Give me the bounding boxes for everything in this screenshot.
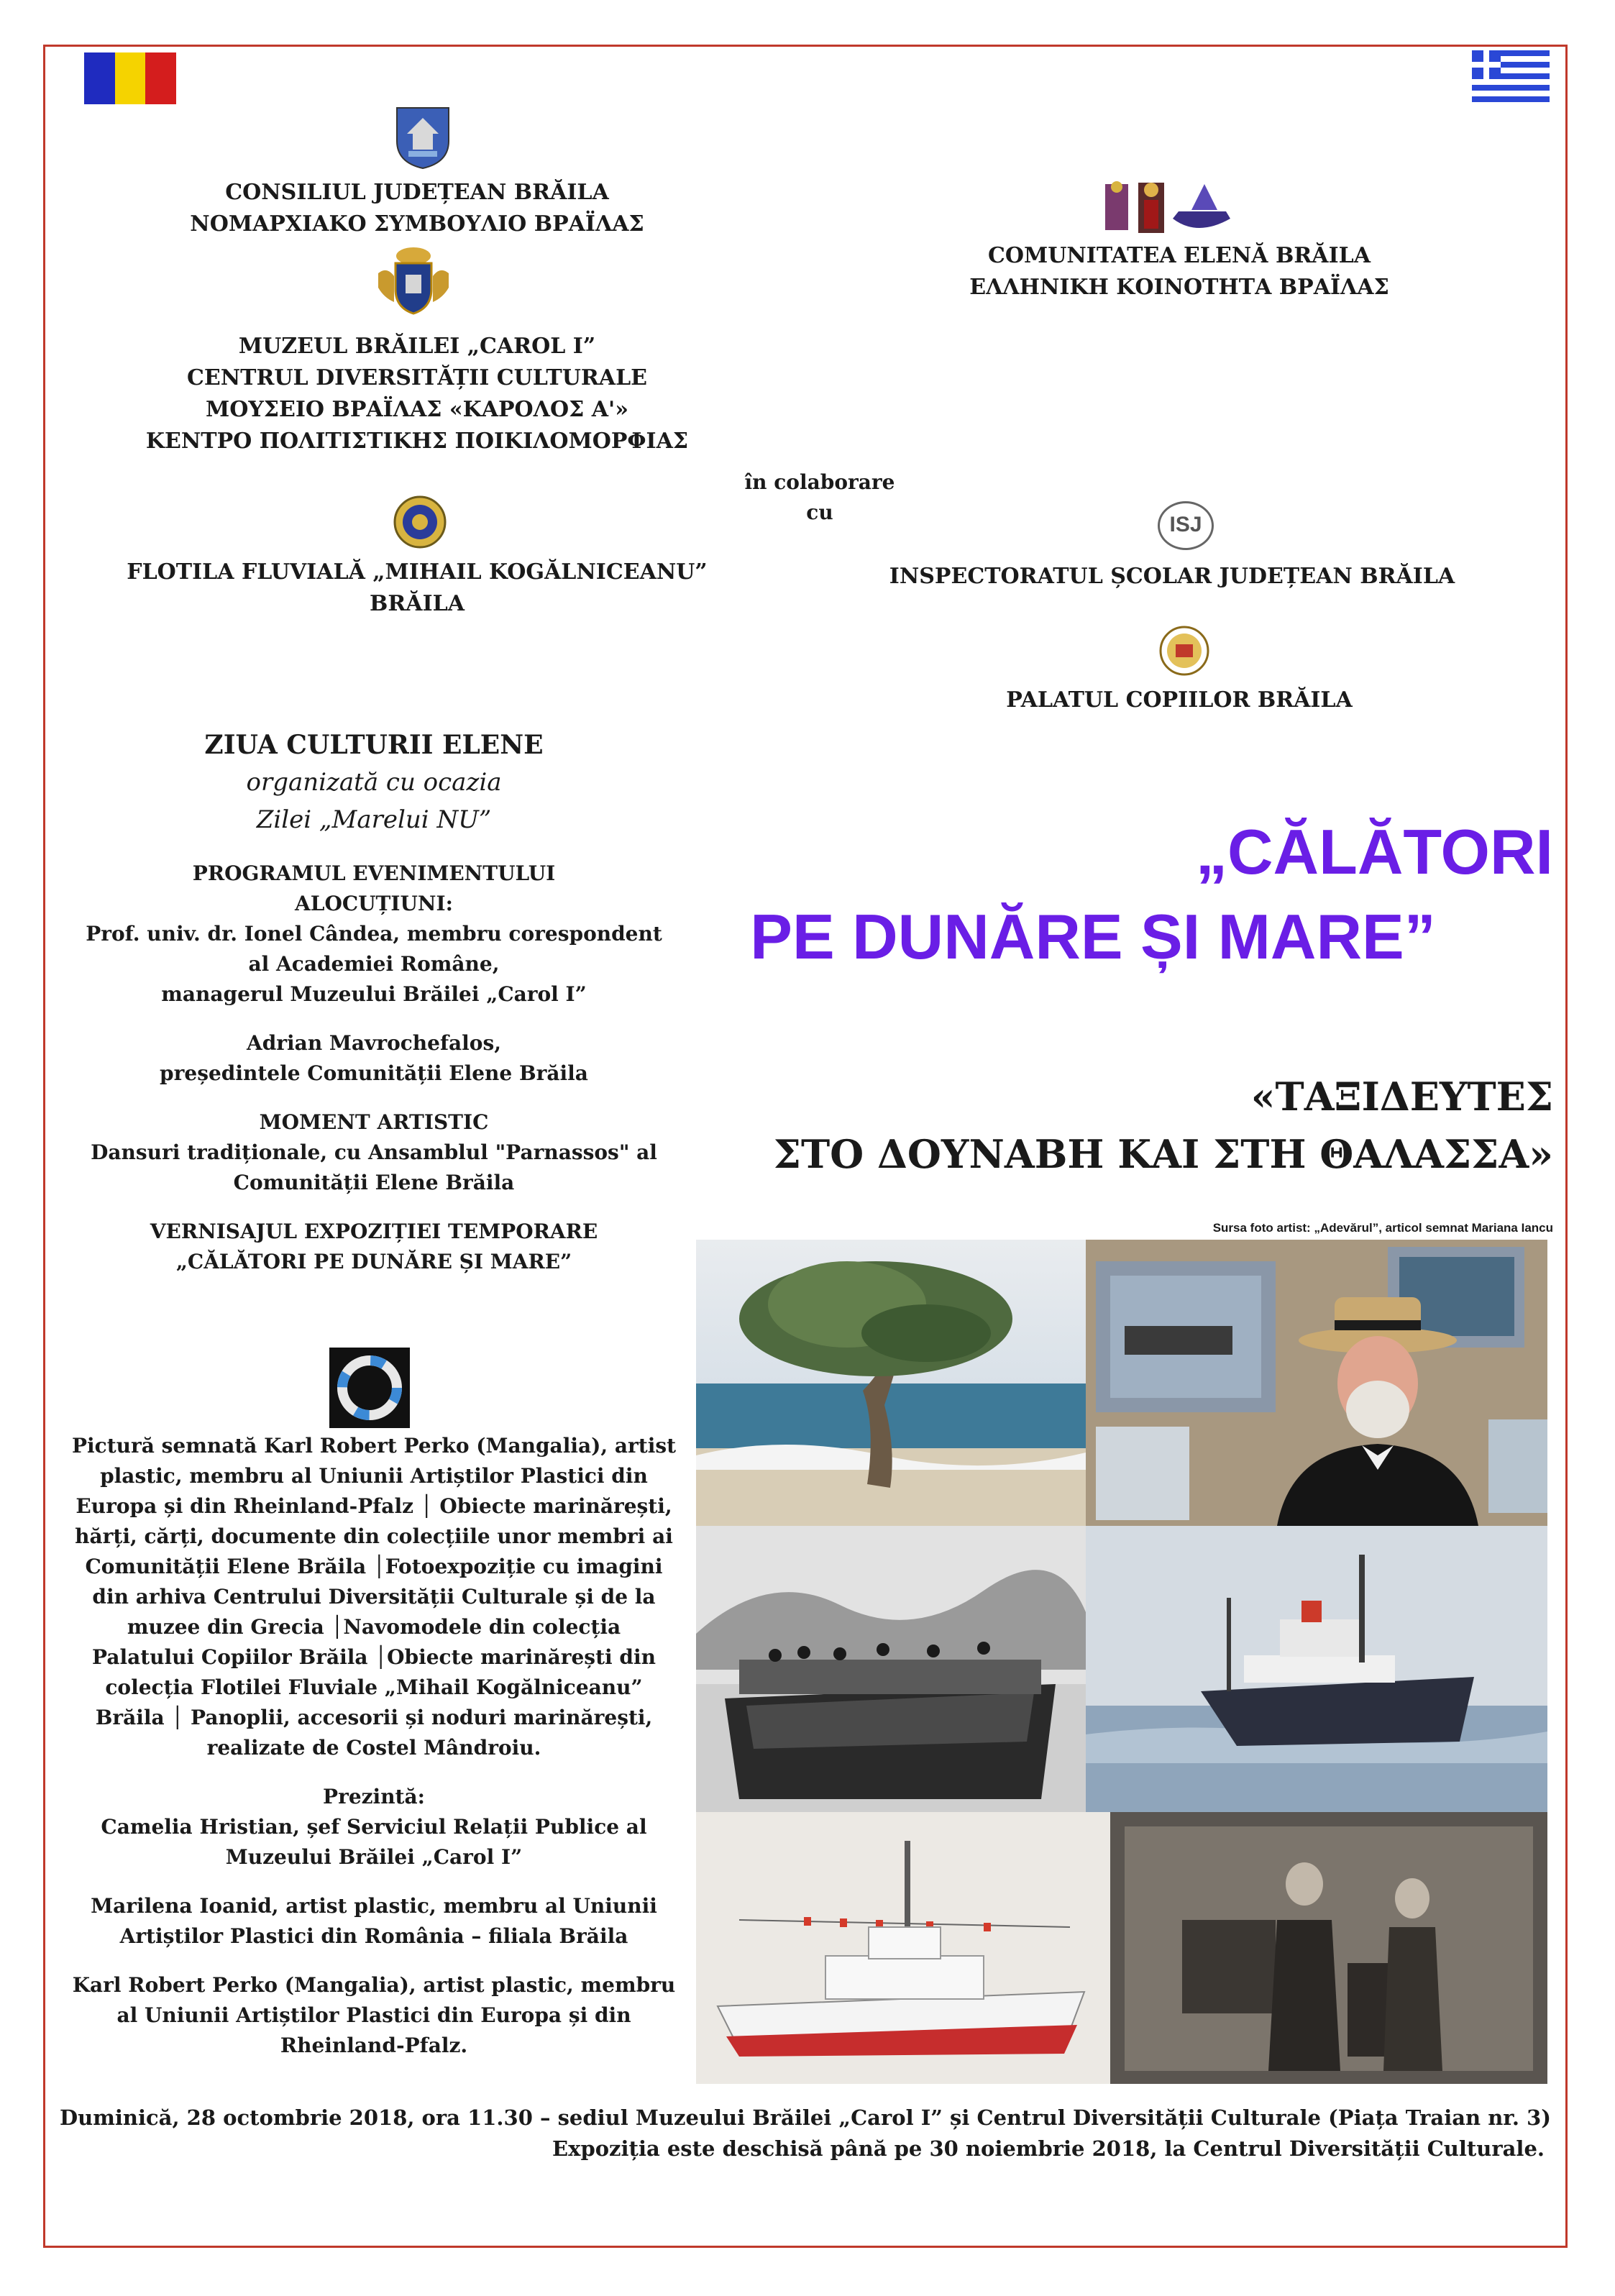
vernisaj-line-2: „CĂLĂTORI PE DUNĂRE ȘI MARE” [175,1250,572,1273]
presenter1-line-1: Camelia Hristian, șef Serviciul Relații Publice al [101,1815,647,1839]
footer-exhibition-line: Expoziția este deschisă până pe 30 noiembrie 2018, la Centrul Diversității Culturale. [552,2136,1545,2161]
presenter3-line-2: al Uniunii Artiștilor Plastici din Europa și din [116,2003,631,2027]
inspectorat-text: INSPECTORATUL ȘCOLAR JUDEȚEAN BRĂILA [889,564,1455,589]
presenter3-line-3: Rheinland-Pfalz. [280,2034,468,2057]
isj-logo [1158,501,1214,550]
flotila-emblem-icon [393,495,447,549]
description-line: Pictură semnată Karl Robert Perko (Mangalia), artist [71,1434,677,1458]
footer-event-line: Duminică, 28 octombrie 2018, ora 11.30 – sediul Muzeului Brăilei „Carol I” și Centrul Diversității Culturale (Piața Traian nr. 3) [59,2105,1552,2130]
artist-portrait-image [1086,1240,1547,1526]
palatul-text: PALATUL COPIILOR BRĂILA [1006,687,1353,713]
speaker1-line-1: Prof. univ. dr. Ionel Cândea, membru corespondent [86,922,662,946]
org1-gr: ΝΟΜΑΡΧΙΑΚΟ ΣΥΜΒΟΥΛΙΟ ΒΡΑΪΛΑΣ [190,211,644,237]
museum-line-2: CENTRUL DIVERSITĂȚII CULTURALE [186,365,648,390]
title-ro-line-2: PE DUNĂRE ȘI MARE” [750,901,1436,972]
description-line: colecția Flotilei Fluviale „Mihail Kogălniceanu” [105,1675,643,1699]
speaker1-line-3: managerul Muzeului Brăilei „Carol I” [161,982,587,1006]
speaker1-line-2: al Academiei Române, [248,952,500,976]
description-line: plastic, membru al Uniunii Artiștilor Plastici din [100,1464,648,1488]
community-gr: ΕΛΛΗΝΙΚΗ ΚΟΙΝΟΤΗΤΑ ΒΡΑΪΛΑΣ [969,275,1389,300]
greek-community-icons [1104,178,1233,237]
tree-painting-image [696,1240,1086,1526]
museum-line-1: MUZEUL BRĂILEI „CAROL I” [238,334,596,359]
presenter2-line-1: Marilena Ioanid, artist plastic, membru al Uniunii [91,1894,657,1918]
title-ro-line-1: „CĂLĂTORI [1195,816,1553,887]
braila-museum-crest-icon [374,244,453,316]
description-line: Brăila │ Panoplii, accesorii și noduri marinărești, [95,1706,653,1729]
flotila-line-2: BRĂILA [370,591,465,616]
title-gr-line-2: ΣΤΟ ΔΟΥΝΑΒΗ ΚΑΙ ΣΤΗ ΘΑΛΑΣΣΑ» [773,1131,1553,1177]
flotila-line-1: FLOTILA FLUVIALĂ „MIHAIL KOGĂLNICEANU” [127,559,708,585]
museum-line-3: ΜΟΥΣΕΙΟ ΒΡΑΪΛΑΣ «ΚΑΡΟΛΟΣ Α'» [206,397,628,422]
presenter2-line-2: Artiștilor Plastici din România – filiala Brăila [119,1924,628,1948]
description-line: din arhiva Centrului Diversității Culturale și de la [92,1585,656,1609]
museum-line-4: ΚΕΝΤΡΟ ΠΟΛΙΤΙΣΤΙΚΗΣ ΠΟΙΚΙΛΟΜΟΡΦΙΑΣ [145,429,689,454]
program-heading: PROGRAMUL EVENIMENTULUI [192,861,556,885]
description-line: realizate de Costel Mândroiu. [206,1736,541,1760]
photo-credit: Sursa foto artist: „Adevărul”, articol semnat Mariana Iancu [1212,1221,1553,1235]
presents-heading: Prezintă: [323,1785,425,1808]
braila-county-crest-icon [394,105,452,170]
event-name: ZIUA CULTURII ELENE [204,730,544,760]
lifebuoy-logo-icon [329,1348,410,1428]
speeches-heading: ALOCUȚIUNI: [295,892,453,915]
palatul-copiilor-logo-icon [1158,626,1210,676]
artistic-heading: MOMENT ARTISTIC [259,1110,489,1134]
description-line: muzee din Grecia │Navomodele din colecția [127,1615,621,1639]
isj-logo-text: ISJ [1169,513,1202,536]
artistic-line-2: Comunității Elene Brăila [233,1171,515,1194]
speaker2-line-1: Adrian Mavrochefalos, [246,1031,501,1055]
description-line: Comunității Elene Brăila │Fotoexpoziție cu imagini [85,1555,663,1578]
ship-model-photo [696,1812,1110,2084]
exhibition-description [43,1431,705,2061]
historic-ships-photo [696,1526,1086,1812]
artistic-line-1: Dansuri tradiționale, cu Ansamblul "Parnassos" al [91,1140,657,1164]
description-line: Europa și din Rheinland-Pfalz │ Obiecte marinărești, [76,1494,672,1518]
collab-text: în colaborare cu [744,470,895,524]
vernisaj-line-1: VERNISAJUL EXPOZIȚIEI TEMPORARE [150,1220,598,1243]
sailors-archive-photo [1110,1812,1547,2084]
occasion-line-1: organizată cu ocazia [246,768,502,797]
title-gr-line-1: «ΤΑΞΙΔΕΥΤΕΣ [1250,1074,1553,1120]
occasion-line-2: Zilei „Marelui NU” [256,805,492,834]
description-line: Palatului Copiilor Brăila │Obiecte marinărești din [92,1645,656,1669]
presenter3-line-1: Karl Robert Perko (Mangalia), artist plastic, membru [72,1973,676,1997]
presenter1-line-2: Muzeului Brăilei „Carol I” [225,1845,523,1869]
ship-painting-image [1086,1526,1547,1812]
greece-flag [1472,50,1550,102]
description-line: hărți, cărți, documente din colecțiile unor membri ai [75,1524,673,1548]
org1-ro: CONSILIUL JUDEȚEAN BRĂILA [225,180,609,205]
romania-flag [84,52,176,104]
speaker2-line-2: președintele Comunității Elene Brăila [160,1061,588,1085]
community-ro: COMUNITATEA ELENĂ BRĂILA [987,243,1371,268]
